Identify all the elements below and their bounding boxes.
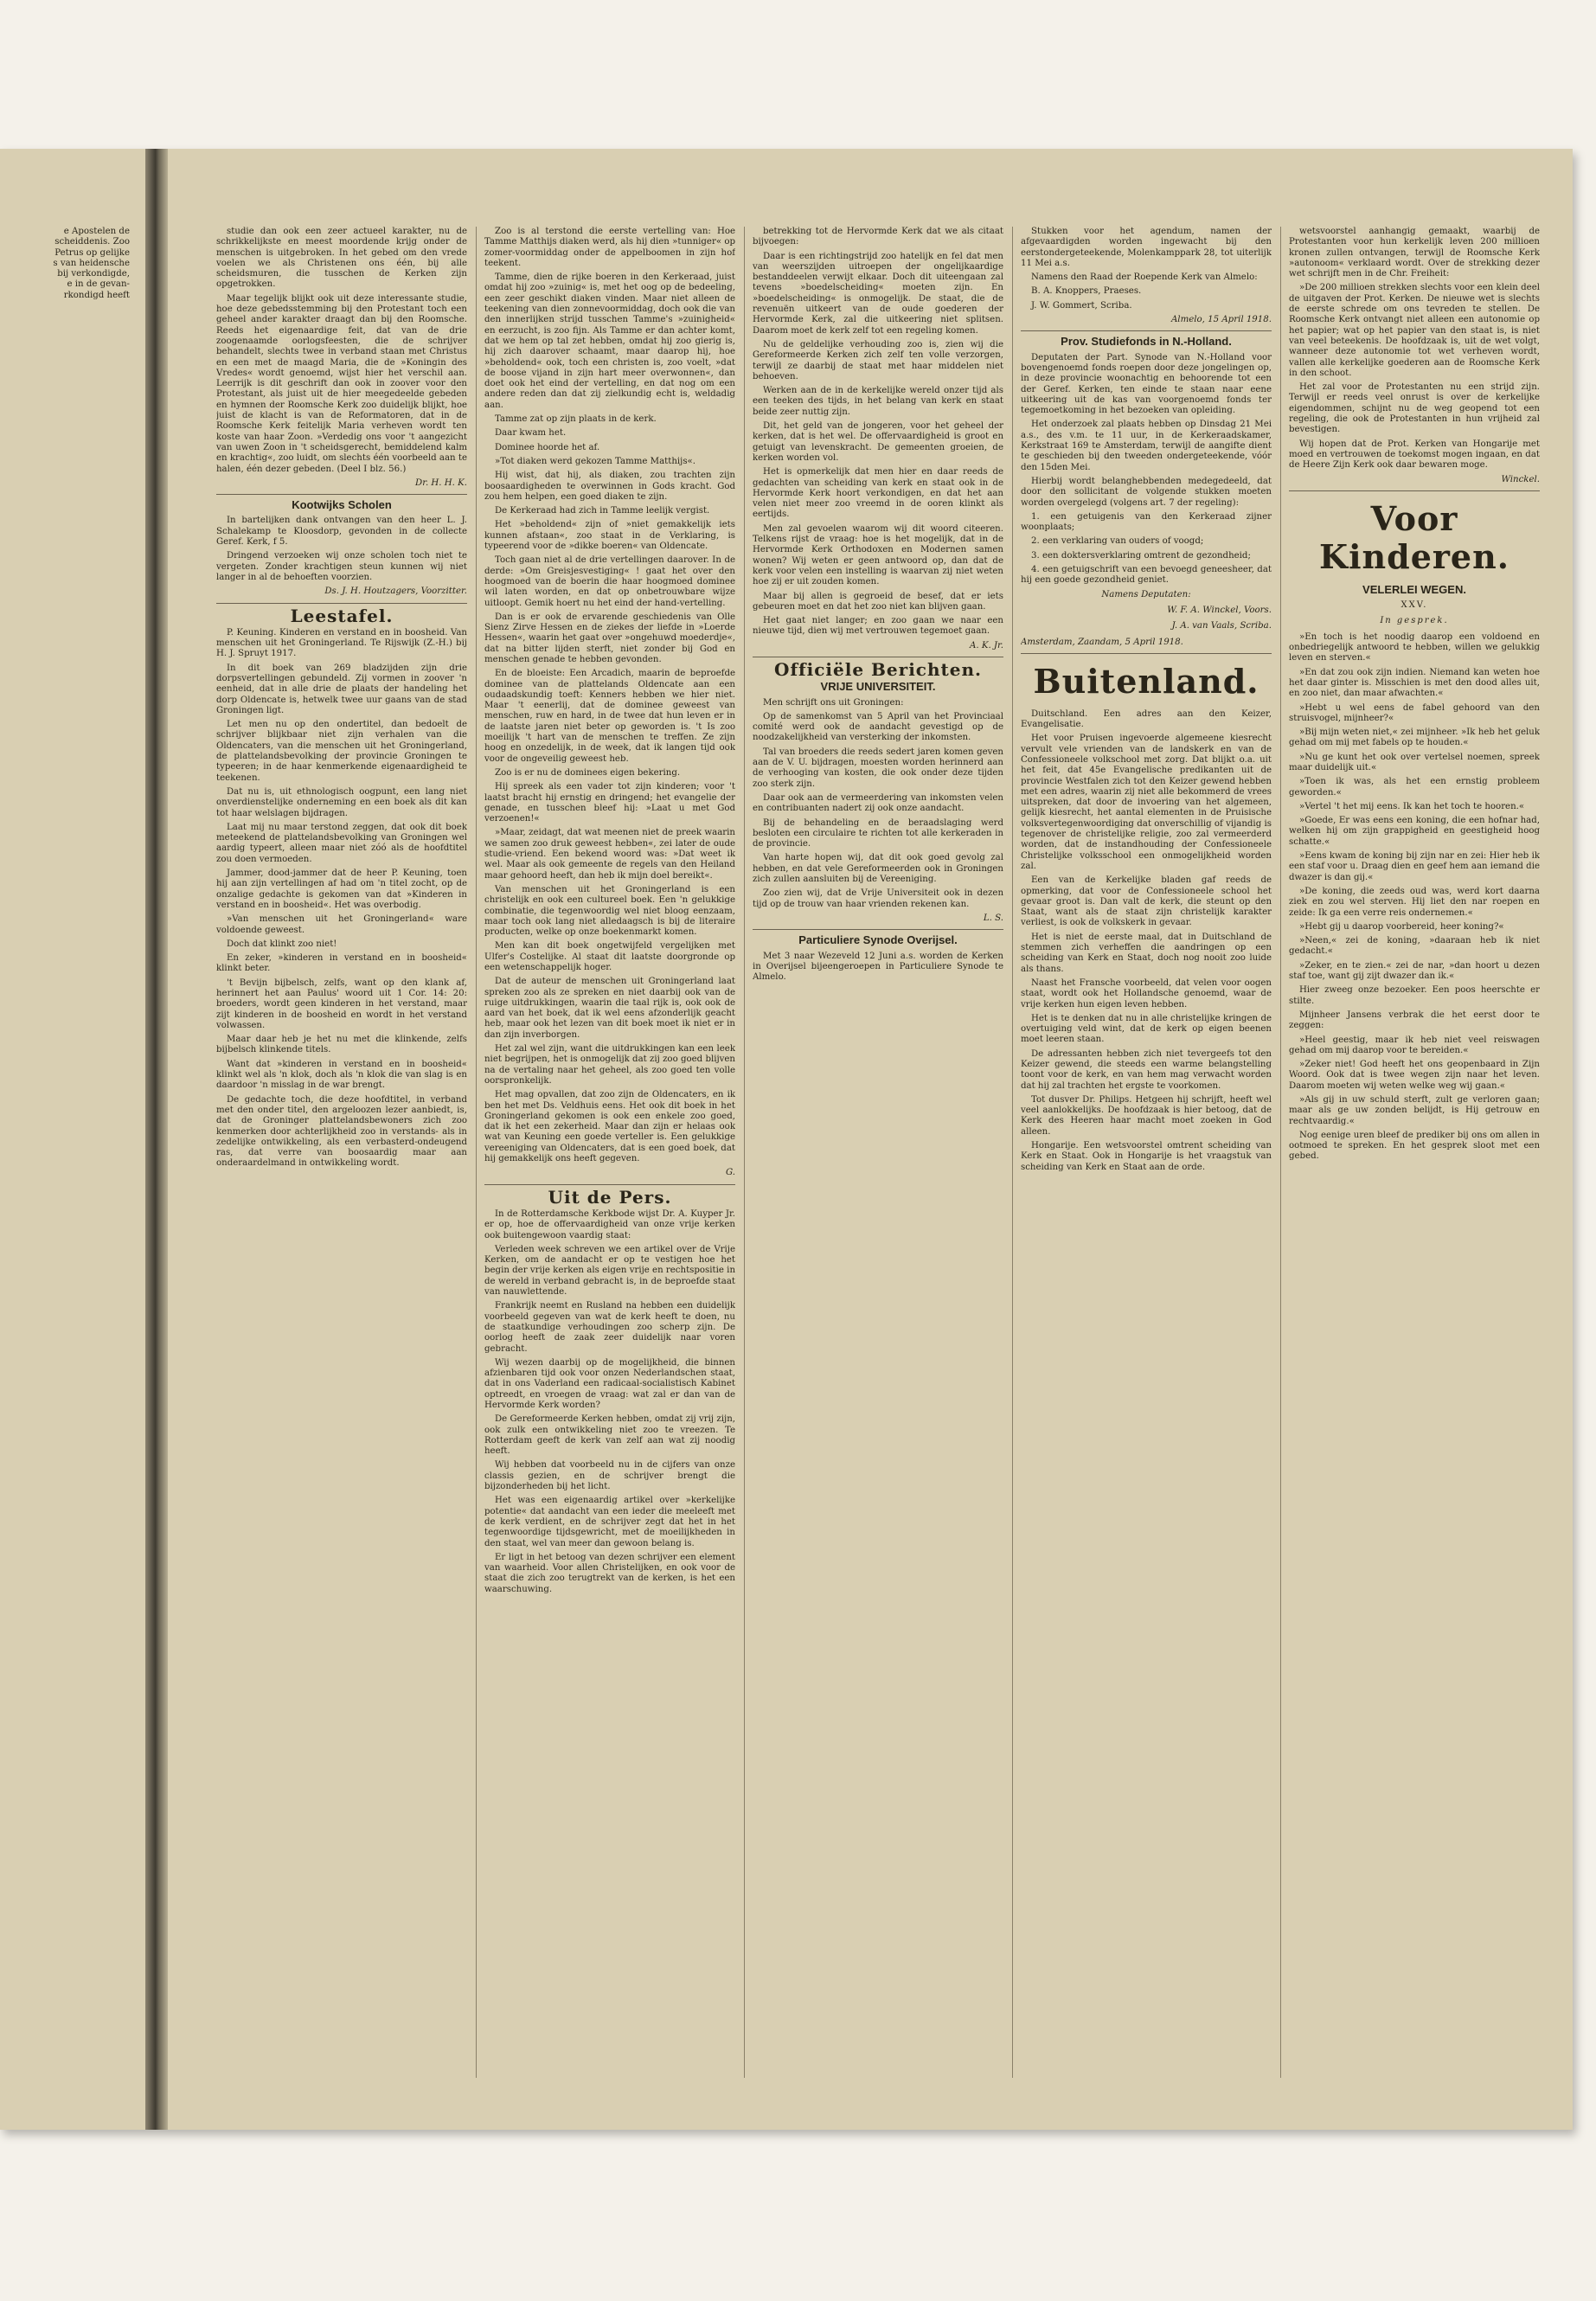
column-5 (1289, 227, 1540, 2078)
signature: Winckel. (1501, 474, 1540, 484)
paragraph: De gedachte toch, die deze hoofdtitel, in verband met den onder titel, den argeloozen lezer aanbiedt, is, dat de Groninger plattelandsbewoners zich zoo kenmerken door achterlijkheid zoo in verstands- als in zedelijke ontwikkeling, als een verbasterd-ondeugend ras, dat verre van boosaardig maar aan onderaardelmand in ontwikkeling wordt. (216, 1094, 467, 1169)
paragraph: Wij hopen dat de Prot. Kerken van Hongarije met moed en vertrouwen de toekomst mogen ingaan, en dat de Heere Zijn Kerk ook daar bewaren moge. (1289, 439, 1540, 471)
paragraph: Werken aan de in de kerkelijke wereld onzer tijd als een teeken des tijds, in het belang van kerk en staat beide zeer nuttig zijn. (753, 386, 1003, 417)
paragraph: »Als gij in uw schuld sterft, zult ge verloren gaan; maar als ge uw zonden belijdt, is Hij getrouw en rechtvaardig.« (1289, 1095, 1540, 1126)
fragment-line: bij verkondigde, (57, 269, 130, 279)
paragraph: »Van menschen uit het Groningerland« ware voldoende geweest. (216, 914, 467, 935)
paragraph: Duitschland. Een adres aan den Keizer, Evangelisatie. (1021, 708, 1272, 730)
paragraph: »En toch is het noodig daarop een voldoend en onbedriegelijk antwoord te hebben, willen we gelukkig leven en sterven.« (1289, 631, 1540, 663)
section-title-uit-de-pers: Uit de Pers. (548, 1186, 672, 1208)
paragraph: Dat nu is, uit ethnologisch oogpunt, een lang niet onverdienstelijke onderneming en een boek als dit kan tot haar welslagen bijdragen. (216, 786, 467, 818)
paragraph: »Bij mijn weten niet,« zei mijnheer. »Ik heb het geluk gehad om mij met fabels op te houden.« (1289, 727, 1540, 748)
paragraph: Maar daar heb je het nu met die klinkende, zelfs bijbelsch klinkende titels. (216, 1035, 467, 1055)
paragraph: »Goede, Er was eens een koning, die een hofnar had, welken hij om zijn grappigheid en geestigheid hoog schatte.« (1289, 816, 1540, 847)
section-title-buitenland: Buitenland. (1033, 661, 1259, 701)
paragraph: 4. een getuigschrift van een bevoegd geneesheer, dat hij een goede gezondheid geniet. (1021, 565, 1272, 586)
paragraph: Zoo zien wij, dat de Vrije Universiteit ook in dezen tijd op de trouw van haar vrienden rekenen kan. (753, 888, 1003, 909)
paragraph: Mijnheer Jansens verbrak die het eerst door te zeggen: (1289, 1009, 1540, 1031)
column-4 (1021, 227, 1272, 2078)
paragraph: studie dan ook een zeer actueel karakter, nu de schrikkelijkste en meest moordende krijg onder de menschen is uitgebroken. In het gebed om den vrede voelen we als Christenen ons één, bij alle scheidsmuren, die tusschen de Kerken zijn opgetrokken. (216, 227, 467, 290)
fragment-line: rkondigd heeft (63, 290, 130, 300)
paragraph: »En dat zou ook zijn indien. Niemand kan weten hoe het daar ginter is. Misschien is met den dood alles uit, en zoo niet, dan maar afwachten.« (1289, 667, 1540, 699)
paragraph: Hij spreek als een vader tot zijn kinderen; voor 't laatst bracht hij ernstig en dringend; het evangelie der genade, en tusschen bleef hij: »Laat u met God verzoenen!« (484, 782, 735, 824)
paragraph: Het zal wel zijn, want die uitdrukkingen kan een leek niet begrijpen, het is onmogelijk dat zij zoo goed blijven na de vertaling naar het geheel, als zoo goed ten volle oorspronkelijk. (484, 1044, 735, 1086)
section-title-vrije-universiteit: VRIJE UNIVERSITEIT. (820, 680, 936, 694)
paragraph: Het zal voor de Protestanten nu een strijd zijn. Terwijl er reeds veel onrust is over de kerkelijke eigendommen, schijnt nu de weg geopend tot een regeling, die ook de Protestanten in hun vrijheid zal bevestigen. (1289, 382, 1540, 435)
paragraph: »Toen ik was, als het een ernstig probleem geworden.« (1289, 777, 1540, 798)
paragraph: Zoo is er nu de dominees eigen bekering. (495, 767, 681, 778)
paragraph: Het is niet de eerste maal, dat in Duitschland de stemmen zich verheffen die aandringen op een scheiding van Kerk en Staat, doch nog nooit zoo luide als thans. (1021, 932, 1272, 974)
paragraph: Hier zweeg onze bezoeker. Een poos heerschte er stilte. (1289, 985, 1540, 1006)
paragraph: Deputaten der Part. Synode van N.-Holland voor bovengenoemd fonds roepen door deze jongelingen op, in deze provincie woonachtig en behoorende tot een der Geref. Kerken, ten einde te staan naar eene uitkeering uit de kas van voorgenoemd fonds ter tegemoetkoming in het bezoeken van opleiding. (1021, 352, 1272, 416)
fragment-line: e Apostelen de (63, 227, 130, 236)
section-title-particuliere-synode: Particuliere Synode Overijsel. (798, 933, 958, 947)
divider (484, 1184, 735, 1185)
paragraph: De Gereformeerde Kerken hebben, omdat zij vrij zijn, ook zulk een ontwikkeling niet zoo te vreezen. Te Rotterdam geeft de kerk van zelf aan wat zij noodig heeft. (484, 1414, 735, 1457)
paragraph: Men schrijft ons uit Groningen: (763, 697, 904, 708)
paragraph: »Zeker niet! God heeft het ons geopenbaard in Zijn Woord. Ook dat is twee wegen zijn naar het leven. Daarom moeten wij weten welke weg wij gaan.« (1289, 1060, 1540, 1091)
divider (216, 603, 467, 604)
divider (753, 929, 1003, 930)
paragraph: Dominee hoorde het af. (495, 442, 600, 452)
paragraph: »Vertel 't het mij eens. Ik kan het toch te hooren.« (1299, 801, 1525, 811)
paragraph: Dan is er ook de ervarende geschiedenis van Olle Sienz Zirve Hessen en de ziekes der liefde in »Loerde Hessen«, waarin het gaat over »ongehuwd moederdje«, dat na bitter lijden sterft, niet zonder bij God en menschen genade te hebben gevonden. (484, 612, 735, 664)
paragraph: Het onderzoek zal plaats hebben op Dinsdag 21 Mei a.s., des v.m. te 11 uur, in de Kerkeraadskamer, Kerkstraat 169 te Amsterdam, terwijl de aangifte dient te geschieden bij den tweeden ondergeteekende, vóór den 15den Mei. (1021, 420, 1272, 472)
dateline: Amsterdam, Zaandam, 5 April 1918. (1021, 637, 1183, 647)
paragraph: »Maar, zeidagt, dat wat meenen niet de preek waarin we samen zoo druk geweest hebben«, zei later de oude studie-vriend. Een bekend woord was: »Dat weet ik wel. Maar als ook gemeente de regels van den Heiland maar gehoord heeft, dan heb ik mijn doel bereikt«. (484, 828, 735, 881)
paragraph: »De 200 millioen strekken slechts voor een klein deel de uitgaven der Prot. Kerken. De nieuwe wet is slechts de eerste schrede om ons tevreden te stellen. De Roomsche Kerk ontvangt niet alleen een autonomie op het papier; wat op het papier van den staat is, is niet van veel beteekenis. De hoofdzaak is, uit de wet volgt, wanneer deze autonomie tot wet verheven wordt, vallen alle kerkelijke goederen aan de Roomsche Kerk in den schoot. (1289, 283, 1540, 378)
paragraph: Het gaat niet langer; en zoo gaan we naar een nieuwe tijd, dien wij met vertrouwen tegemoet gaan. (753, 616, 1003, 637)
paragraph: Daar kwam het. (495, 428, 567, 439)
paragraph: Naast het Fransche voorbeeld, dat velen voor oogen staat, wordt ook het Hollandsche genoemd, waar de vrije kerken hun eigen leven hebben. (1021, 977, 1272, 1009)
paragraph: Het was een eigenaardig artikel over »kerkelijke potentie« dat aandacht van een ieder die meeleeft met de kerk verdient, en de schrijver zegt dat het in het tegenwoordige tijdsgewricht, met de moeilijkheden in den staat, wel van meer dan gewoon belang is. (484, 1496, 735, 1548)
paragraph: Frankrijk neemt en Rusland na hebben een duidelijk voorbeeld gegeven van wat de kerk heeft te doen, nu de staatkundige verhoudingen zoo scherp zijn. De oorlog heeft de zaak zeer duidelijk naar voren gebracht. (484, 1301, 735, 1354)
divider (1289, 490, 1540, 491)
paragraph: Op de samenkomst van 5 April van het Provinciaal comité werd ook de aandacht gevestigd op de noodzakelijkheid van versterking der inkomsten. (753, 711, 1003, 743)
paragraph: Tamme, dien de rijke boeren in den Kerkeraad, juist omdat hij zoo »zuinig« is, met het oog op de bedeeling, een zeer geschikt diaken vinden. Maar niet alleen de teekening van dien zonnevoormiddag, doch ook die van den innerlijken strijd tusschen Tamme's »zuinigheid« en eerzucht, is zoo fijn. Als Tamme er dan achter komt, dat we hem op tal zet hebben, omdat hij zoo gierig is, hij zich daarover schaamt, maar daarop hij, hoe »beholdend« ook, toch een christen is, zoo voelt, »dat de boose vijand in zijn hart meer overwonnen«, dan doet ook het eind der vertelling, en dat nog om een andere reden dan dat zij zielkundig echt is, weldadig aan. (484, 272, 735, 410)
fragment-line: s van heidensche (53, 258, 130, 268)
paragraph: P. Keuning. Kinderen en verstand en in boosheid. Van menschen uit het Groningerland. Te Rijswijk (Z.-H.) bij H. J. Spruyt 1917. (216, 627, 467, 659)
paragraph: En de bloeiste: Een Arcadich, maarin de beproefde dominee van de plattelands Oldencate aan een oudaadskundig toeft: Kenners hebben we hier niet. Maar 't eenerlij, dat de dominee geweest van menschen, ruw en hard, in de twee dat hun leven er in de laatste jaren niet beter op geworden is. 't Is zoo moeilijk 't hart van de menschen te treffen. Ze zijn hoog en onzedelijk, in de week, dat ik langen tijd ook voor de ongeveilig geweest heb. (484, 669, 735, 764)
paragraph: betrekking tot de Hervormde Kerk dat we als citaat bijvoegen: (753, 227, 1003, 247)
paragraph: Hongarije. Een wetsvoorstel omtrent scheiding van Kerk en Staat. Ook in Hongarije is het vraagstuk van scheiding van Kerk en Staat aan de orde. (1021, 1141, 1272, 1172)
column-rule (1012, 227, 1013, 2078)
newspaper-page (0, 149, 1573, 2130)
fragment-line: scheiddenis. Zoo (54, 237, 130, 247)
paragraph: Jammer, dood-jammer dat de heer P. Keuning, toen hij aan zijn vertellingen af had om 'n titel zocht, op de onzalige gedachte is gekomen van dat »Kinderen in verstand en in boosheid«. Het was overbodig. (216, 868, 467, 910)
column-2 (484, 227, 735, 2078)
paragraph: Men zal gevoelen waarom wij dit woord citeeren. Telkens rijst de vraag: hoe is het mogelijk, dat in de Hervormde Kerk Orthodoxen en Modernen samen wonen? Wij weten er geen antwoord op, dan dat de kerk voor velen een instelling is waarvan zij niet weten hoe zij er uit zouden komen. (753, 523, 1003, 587)
paragraph: Tal van broeders die reeds sedert jaren komen geven aan de V. U. bijdragen, moesten worden herinnerd aan de verhooging van kosten, die ook onder deze tijden zoo sterk zijn. (753, 747, 1003, 789)
paragraph: Tot dusver Dr. Philips. Hetgeen hij schrijft, heeft wel veel aanlokkelijks. De hoofdzaak is hier betoog, dat de Kerk des Heeren haar macht moet zoeken in God alleen. (1021, 1094, 1272, 1137)
paragraph: »Hebt u wel eens de fabel gehoord van den struisvogel, mijnheer?« (1289, 702, 1540, 723)
deputaten: Namens Deputaten: (1101, 589, 1191, 599)
kootwijk-text-2: Dringend verzoeken wij onze scholen toch niet te vergeten. Zonder krachtigen steun kunnen wij niet langer in al de behoeften voorzien. (216, 551, 467, 582)
paragraph: »Hebt gij u daarop voorbereid, heer koning?« (1299, 921, 1504, 932)
paragraph: Namens den Raad der Roepende Kerk van Almelo: (1031, 272, 1258, 283)
section-title-voor-kinderen: Voor Kinderen. (1319, 498, 1509, 576)
section-title-officiele-berichten: Officiële Berichten. (774, 658, 982, 680)
paragraph: Dit, het geld van de jongeren, voor het geheel der kerken, dat is het wel. De offervaardigheid is groot en getuigt van levenskracht. De gemeenten groeien, de kerken worden vol. (753, 421, 1003, 463)
paragraph: »Neen,« zei de koning, »daaraan heb ik niet gedacht.« (1289, 936, 1540, 957)
paragraph: »Tot diaken werd gekozen Tamme Matthijs«. (495, 456, 696, 466)
paragraph: »Eens kwam de koning bij zijn nar en zei: Hier heb ik een staf voor u. Draag dien en geef hem aan iemand die dwazer is dan gij.« (1289, 851, 1540, 882)
paragraph: Het mag opvallen, dat zoo zijn de Oldencaters, en ik ben het met Ds. Veldhuis eens. Het ook dit boek in het Groningerland gekomen is ook een enkele zoo goed, dat ik het een zekerheid. Maar dan zijn er helaas ook wat van Keuning een goede verteller is. Een gelukkige vereeniging van Oldencaters, dat is een goed boek, dat hij gemakkelijk ons heeft gegeven. (484, 1090, 735, 1164)
paragraph: 3. een doktersverklaring omtrent de gezondheid; (1031, 550, 1251, 561)
signature: J. A. van Vaals, Scriba. (1171, 621, 1272, 631)
kootwijk-text: In bartelijken dank ontvangen van den heer L. J. Schalekamp te Kloosdorp, gevonden in de collecte Geref. Kerk, f 5. (216, 516, 467, 548)
paragraph: 1. een getuigenis van den Kerkeraad zijner woonplaats; (1021, 511, 1272, 533)
paragraph: En zeker, »kinderen in verstand en in boosheid« klinkt beter. (216, 953, 467, 974)
paragraph: Stukken voor het agendum, namen der afgevaardigden worden ingewacht bij den eerstondergeteekende, Molenkamppark 28, tot uiterlijk 11 Mei a.s. (1021, 227, 1272, 268)
fragment-line: e in de gevan- (67, 279, 130, 290)
divider (1021, 330, 1272, 331)
paragraph: Hierbij wordt belanghebbenden medegedeeld, dat door den sollicitant de volgende stukken moeten worden overgelegd (volgens art. 7 der regeling): (1021, 476, 1272, 508)
signature: L. S. (983, 913, 1003, 923)
paragraph: Men kan dit boek ongetwijfeld vergelijken met Ulfer's Costelijke. Al staat dit laatste doorgronde op een wetenschappelijk hoger. (484, 941, 735, 972)
particuliere-text: Met 3 naar Wezeveld 12 Juni a.s. worden de Kerken in Overijsel bijeengeroepen in Particuliere Synode te Almelo. (753, 951, 1003, 983)
paragraph: Van menschen uit het Groningerland is een christelijk en ook een cultureel boek. Een 'n gelukkige combinatie, die tegenwoordig wel niet bloog eenzaam, maar toch ook lang niet alledaagsch is bij de literaire producten, welke op onze boekenmarkt komen. (484, 884, 735, 938)
paragraph: In dit boek van 269 bladzijden zijn drie dorpsvertellingen gebundeld. Zij vormen in zoover 'n eenheid, dat in alle drie de plaats der handeling het dorp Oldencate is, hetwelk twee uur gaans van de stad Groningen ligt. (216, 663, 467, 715)
paragraph: Een van de Kerkelijke bladen gaf reeds de opmerking, dat voor de Confessioneele school het gevaar groot is. Dan valt de kerk, die steunt op den Staat, want als de staat zijn christelijk karakter verliest, is ook de volkskerk in gevaar. (1021, 875, 1272, 928)
paragraph: Het »beholdend« zijn of »niet gemakkelijk iets kunnen afstaan«, zoo staat in de Verklaring, is typeerend voor de »dikke boeren« van Oldencate. (484, 520, 735, 552)
signature: W. F. A. Winckel, Voors. (1167, 605, 1272, 615)
paragraph: Nog eenige uren bleef de prediker bij ons om allen in ootmoed te spreken. En het gesprek sloot met een gebed. (1289, 1130, 1540, 1162)
divider (216, 494, 467, 495)
paragraph: Bij de behandeling en de beraadslaging werd besloten een circulaire te richten tot alle kerkeraden in de provincie. (753, 817, 1003, 849)
paragraph: »Zeker, en te zien.« zei de nar, »dan hoort u dezen staf toe, want gij zijt dwazer dan ik.« (1289, 960, 1540, 982)
paragraph: Van harte hopen wij, dat dit ook goed gevolg zal hebben, en dat vele Gereformeerden ook in Groningen zich zullen aansluiten bij de Vereeniging. (753, 853, 1003, 885)
story-number: XXV. (1401, 600, 1428, 611)
fragment-line: Petrus op gelijke (54, 247, 130, 258)
column-rule (1280, 227, 1281, 2078)
story-subtitle: In gesprek. (1380, 616, 1449, 626)
paragraph: wetsvoorstel aanhangig gemaakt, waarbij de Protestanten voor hun kerkelijk leven 200 millioen kronen zullen ontvangen, terwijl de Roomsche Kerk »autonoom« verklaard wordt. Over de strekking dezer wet schrijft men in de Chr. Freiheit: (1289, 227, 1540, 279)
column-rule (744, 227, 745, 2078)
paragraph: Daar ook aan de vermeerdering van inkomsten velen en contribuanten nadert zij ook onze aandacht. (753, 792, 1003, 814)
paragraph: Laat mij nu maar terstond zeggen, dat ook dit boek meteekend de plattelandsbevolking van Groningen wel aardig typeert, alleen maar niet zóó als de hoofdtitel zou doen vermoeden. (216, 822, 467, 864)
paragraph: Het is opmerkelijk dat men hier en daar reeds de gedachten van scheiding van kerk en staat ook in de Hervormde Kerk hoort verkondigen, en dat het aan velen niet meer zoo vreemd in de ooren klinkt als eertijds. (753, 467, 1003, 520)
signature: Dr. H. H. K. (415, 478, 467, 488)
paragraph: Daar is een richtingstrijd zoo hatelijk en fel dat men van weerszijden uitroepen der ongelijkaardige bestanddeelen verwijt elkaar. Doch dit uiteengaan zal tevens »boedelscheiding« moeten zijn. En »boedelscheiding« is onmogelijk. De staat, die de revenuën uitkeert van de oude goederen der Hervormde Kerk, zal die uitkeering niet splitsen. Daarom moet de kerk zelf tot een regeling komen. (753, 251, 1003, 336)
signature: G. (725, 1168, 735, 1178)
signature: Ds. J. H. Houtzagers, Voorzitter. (324, 586, 467, 597)
paragraph: Het is te denken dat nu in alle christelijke kringen de overtuiging veld wint, dat de kerk op eigen beenen moet leeren staan. (1021, 1013, 1272, 1045)
paragraph: In de Rotterdamsche Kerkbode wijst Dr. A. Kuyper Jr. er op, hoe de offervaardigheid van onze vrije kerken ook buitengewoon vaardig staat: (484, 1208, 735, 1240)
paragraph: Wij hebben dat voorbeeld nu in de cijfers van onze classis gezien, en de schrijver brengt die bijzonderheden bij het licht. (484, 1460, 735, 1492)
section-title-studiefonds: Prov. Studiefonds in N.-Holland. (1061, 335, 1232, 349)
paragraph: Doch dat klinkt zoo niet! (227, 939, 337, 949)
column-1 (216, 227, 467, 2078)
paragraph: De Kerkeraad had zich in Tamme leelijk vergist. (495, 506, 710, 516)
paragraph: Maar tegelijk blijkt ook uit deze interessante studie, hoe deze gebedsstemming bij den Protestant toch een geheel ander karakter draagt dan bij den Roomsche. Reeds het eigenaardige feit, dat van de drie zoogenaamde oorlogsfeesten, die de schrijver behandelt, slechts twee in verband staan met Christus en een met de maagd Maria, die de »Koningin des Vredes« wordt genoemd, wijst hier het verschil aan. Leerrijk is dit geschrift dan ook in zoover voor den Protestant, als juist uit de hier meegedeelde gebeden en hymnen der Roomsche Kerk zoo duidelijk blijkt, hoe juist de klacht is van de Reformatoren, dat in de Roomsche Kerk feitelijk Maria verheven wordt ten koste van haar Zoon. »Verdedig ons voor 't aangezicht van uwen Zoon in 't scheidsgerecht, bemiddelend kalm en krachtig«, zoo luidt, om slechts één voorbeeld aan te halen, één dezer gebeden. (Deel I blz. 56.) (216, 293, 467, 474)
divider (1021, 653, 1272, 654)
paragraph: Het voor Pruisen ingevoerde algemeene kiesrecht vervult vele vrienden van de landskerk en van de Confessioneele volkschool met zorg. Dat blijkt o.a. uit het feit, dat 45e Evangelische predikanten uit de provincie Westfalen zich tot den Keizer gewend hebben met een adres, waarin zij niet alle bekommerd de vrees uitspreken, dat door de invoering van het algemeen, gelijk kiesrecht, het aantal elementen in de Pruisische volksvertegenwoordiging dat onverschillig of vijandig is tegenover de christelijke religie, zoo zal vermeerderd worden, dat de instandhouding der Confessioneele Christelijke volksschool een onmogelijkheid worden zal. (1021, 734, 1272, 871)
paragraph: Toch gaan niet al de drie vertellingen daarover. In de derde: »Om Greisjesvestiging« ! gaat het over den hoogmoed van de boerin die haar hoogmoed dominee wil laten worden, en dat op onbetrouwbare wijze uitloopt. Gemik hoert nu het eind der hand-vertelling. (484, 555, 735, 608)
dateline: Almelo, 15 April 1918. (1170, 315, 1272, 325)
paragraph: Dat de auteur de menschen uit Groningerland laat spreken zoo als ze spreken en niet daarbij ook van de ruige uitdrukkingen, waarin die taal rijk is, ook ook de aard van het boek, dat ik wel eens afzonderlijk geacht heb, maar ook het lezen van dit boek moet ik niet er in dan zijn inverborgen. (484, 977, 735, 1040)
paragraph: Zoo is al terstond die eerste vertelling van: Hoe Tamme Matthijs diaken werd, als hij dien »tunniger« op zomer-voormiddag onder de appelboomen in zijn hof teekent. (484, 227, 735, 268)
section-title-kootwijk: Kootwijks Scholen (292, 498, 392, 512)
signature: A. K. Jr. (970, 640, 1003, 651)
paragraph: 't Bevijn bijbelsch, zelfs, want op den klank af, herinnert het aan Paulus' woord uit 1 Cor. 14: 20: broeders, wordt geen kinderen in het verstand, maar zijt kinderen in de boosheid en wordt in het verstand volwassen. (216, 977, 467, 1030)
story-series-title: VELERLEI WEGEN. (1362, 582, 1466, 596)
section-title-leestafel: Leestafel. (290, 605, 394, 626)
paragraph: Er ligt in het betoog van dezen schrijver een element van waarheid. Voor allen Christelijken, en ook voor de staat die zich zoo terugtrekt van de kerken, is het een waarschuwing. (484, 1552, 735, 1594)
paragraph: »De koning, die zeeds oud was, werd kort daarna ziek en zou wel sterven. Hij liet den nar roepen en zeide: Ik ga een verre reis ondernemen.« (1289, 886, 1540, 918)
paragraph: »Nu ge kunt het ook over vertelsel noemen, spreek maar duidelijk uit.« (1289, 752, 1540, 772)
left-page-fragment (0, 227, 130, 2078)
paragraph: Nu de geldelijke verhouding zoo is, zien wij die Gereformeerde Kerken zich zelf ten volle verzorgen, terwijl ze daarbij de staat met haar middelen niet behoeven. (753, 339, 1003, 381)
paragraph: J. W. Gommert, Scriba. (1031, 300, 1132, 311)
column-rule (476, 227, 477, 2078)
paragraph: Tamme zat op zijn plaats in de kerk. (495, 414, 657, 425)
paragraph: Let men nu op den ondertitel, dan bedoelt de schrijver blijkbaar niet zijn verhalen van die Oldencaters, van die menschen uit het Groningerland, de plattelandsbevolking der provincie Groningen te typeeren; in de haar kenmerkende eigenaardigheid te teekenen. (216, 720, 467, 783)
paragraph: Want dat »kinderen in verstand en in boosheid« klinkt wel als 'n klok, doch als 'n klok die van slag is en daardoor 'n misslag in de war brengt. (216, 1059, 467, 1091)
column-3 (753, 227, 1003, 2078)
paragraph: B. A. Knoppers, Praeses. (1031, 286, 1142, 297)
page-binding (145, 149, 168, 2130)
paragraph: 2. een verklaring van ouders of voogd; (1031, 536, 1204, 547)
paragraph: »Heel geestig, maar ik heb niet veel reiswagen gehad om mij daarop voor te bereiden.« (1289, 1035, 1540, 1055)
paragraph: Maar bij allen is gegroeid de besef, dat er iets gebeuren moet en dat het zoo niet kan blijven gaan. (753, 591, 1003, 612)
paragraph: Verleden week schreven we een artikel over de Vrije Kerken, om de aandacht er op te vestigen hoe het begin der vrije kerken als eigen vrije en rechtspositie in de wereld in verband gebracht is, in de beproefde staat van nauwlettende. (484, 1244, 735, 1298)
paragraph: Wij wezen daarbij op de mogelijkheid, die binnen afzienbaren tijd ook voor onzen Nederlandschen staat, dat in ons Vaderland een radicaal-socialistisch Kabinet optreedt, en vroegen de vraag: wat zal er dan van de Hervormde Kerk worden? (484, 1357, 735, 1410)
paragraph: De adressanten hebben zich niet tevergeefs tot den Keizer gewend, die steeds een warme belangstelling toont voor de kerk, en van hem mag verwacht worden dat hij zal trachten het ergste te voorkomen. (1021, 1048, 1272, 1091)
paragraph: Hij wist, dat hij, als diaken, zou trachten zijn boosaardigheden te overwinnen in Gods kracht. God zou hem helpen, een goed diaken te zijn. (484, 471, 735, 502)
